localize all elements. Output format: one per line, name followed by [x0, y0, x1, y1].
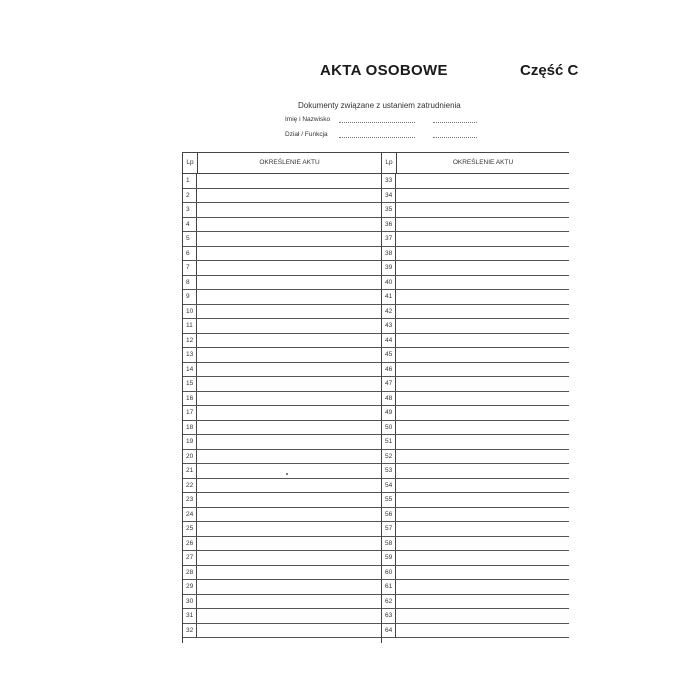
table-row: [183, 537, 381, 552]
row-description-cell[interactable]: [197, 537, 381, 551]
row-number: 50: [382, 421, 396, 435]
table-row: [183, 334, 381, 349]
row-description-cell[interactable]: [197, 595, 381, 609]
table-row: [183, 508, 381, 523]
row-number: 43: [382, 319, 396, 333]
row-description-cell[interactable]: [197, 377, 381, 391]
row-number: 18: [183, 421, 197, 435]
row-number: 51: [382, 435, 396, 449]
table-row: [183, 609, 381, 624]
row-number: 27: [183, 551, 197, 565]
row-description-cell[interactable]: [197, 609, 381, 623]
row-description-cell[interactable]: [197, 551, 381, 565]
row-number: 52: [382, 450, 396, 464]
table-row: [183, 522, 381, 537]
table-row: [183, 232, 381, 247]
row-number: 30: [183, 595, 197, 609]
row-description-cell[interactable]: [197, 290, 381, 304]
table-row: [382, 624, 569, 639]
row-description-cell[interactable]: [396, 508, 569, 522]
row-number: 23: [183, 493, 197, 507]
row-description-cell[interactable]: [197, 203, 381, 217]
table-row: [382, 232, 569, 247]
row-description-cell[interactable]: [396, 189, 569, 203]
row-description-cell[interactable]: [396, 537, 569, 551]
row-description-cell[interactable]: [396, 218, 569, 232]
row-description-cell[interactable]: [396, 377, 569, 391]
description-header: OKREŚLENIE AKTU: [259, 159, 320, 166]
row-number: 21: [183, 464, 197, 478]
row-number: 10: [183, 305, 197, 319]
table-row: [382, 305, 569, 320]
table-row: [382, 566, 569, 581]
row-description-cell[interactable]: [396, 595, 569, 609]
department-field-line-secondary: [433, 131, 477, 138]
row-number: 8: [183, 276, 197, 290]
lp-header: Lp: [183, 153, 198, 173]
table-row: [382, 247, 569, 262]
records-table: [182, 152, 569, 643]
row-number: 61: [382, 580, 396, 594]
department-field-line: [339, 131, 415, 138]
row-description-cell[interactable]: [197, 624, 381, 638]
document-title: AKTA OSOBOWE: [320, 62, 448, 79]
row-description-cell[interactable]: [396, 624, 569, 638]
row-number: 19: [183, 435, 197, 449]
table-row: [183, 203, 381, 218]
row-number: 41: [382, 290, 396, 304]
table-row: [183, 406, 381, 421]
row-number: 53: [382, 464, 396, 478]
row-description-cell[interactable]: [197, 435, 381, 449]
table-row: [183, 435, 381, 450]
table-row: [382, 551, 569, 566]
table-row: [382, 218, 569, 233]
row-description-cell[interactable]: [396, 290, 569, 304]
table-row: [382, 609, 569, 624]
row-description-cell[interactable]: [197, 493, 381, 507]
table-column-right: [382, 153, 569, 643]
row-description-cell[interactable]: [396, 305, 569, 319]
row-number: 55: [382, 493, 396, 507]
row-description-cell[interactable]: [197, 232, 381, 246]
row-number: 1: [183, 174, 197, 188]
table-row: [183, 566, 381, 581]
table-row: [183, 218, 381, 233]
table-row: [183, 551, 381, 566]
row-number: 56: [382, 508, 396, 522]
row-number: 54: [382, 479, 396, 493]
row-number: 59: [382, 551, 396, 565]
name-field-label: Imię i Nazwisko: [285, 116, 331, 123]
table-row: [382, 450, 569, 465]
row-number: 40: [382, 276, 396, 290]
row-description-cell[interactable]: [396, 203, 569, 217]
table-row: [183, 450, 381, 465]
row-description-cell[interactable]: [396, 493, 569, 507]
row-description-cell[interactable]: [396, 609, 569, 623]
table-row: [183, 595, 381, 610]
table-row: [183, 189, 381, 204]
row-description-cell[interactable]: [197, 218, 381, 232]
lp-header: Lp: [382, 153, 397, 173]
row-number: 7: [183, 261, 197, 275]
row-number: 12: [183, 334, 197, 348]
row-number: 13: [183, 348, 197, 362]
row-number: 64: [382, 624, 396, 638]
row-description-cell[interactable]: [197, 479, 381, 493]
row-number: 9: [183, 290, 197, 304]
row-number: 33: [382, 174, 396, 188]
table-row: [382, 174, 569, 189]
row-description-cell[interactable]: [396, 348, 569, 362]
row-number: 6: [183, 247, 197, 261]
row-number: 14: [183, 363, 197, 377]
row-description-cell[interactable]: [396, 421, 569, 435]
description-header: OKREŚLENIE AKTU: [452, 159, 514, 166]
row-description-cell[interactable]: [396, 247, 569, 261]
row-number: 28: [183, 566, 197, 580]
row-description-cell[interactable]: [197, 189, 381, 203]
row-number: 5: [183, 232, 197, 246]
row-number: 11: [183, 319, 197, 333]
right-rows: [382, 174, 569, 638]
table-row: [183, 464, 381, 479]
table-row: [382, 261, 569, 276]
row-number: 45: [382, 348, 396, 362]
table-row: [183, 479, 381, 494]
row-description-cell[interactable]: [396, 450, 569, 464]
row-description-cell[interactable]: [197, 522, 381, 536]
row-number: 49: [382, 406, 396, 420]
department-field-label: Dział / Funkcja: [285, 131, 328, 138]
name-field-line-secondary: [433, 116, 477, 123]
row-description-cell[interactable]: [197, 580, 381, 594]
table-header: [183, 153, 381, 174]
row-number: 34: [382, 189, 396, 203]
table-row: [183, 261, 381, 276]
row-description-cell[interactable]: [197, 348, 381, 362]
row-number: 42: [382, 305, 396, 319]
table-row: [382, 479, 569, 494]
row-number: 36: [382, 218, 396, 232]
table-row: [382, 421, 569, 436]
table-row: [382, 334, 569, 349]
row-description-cell[interactable]: [396, 551, 569, 565]
table-row: [183, 290, 381, 305]
row-description-cell[interactable]: [197, 305, 381, 319]
row-description-cell[interactable]: [197, 464, 381, 478]
table-row: [382, 363, 569, 378]
row-number: 63: [382, 609, 396, 623]
table-row: [382, 522, 569, 537]
row-number: 44: [382, 334, 396, 348]
table-row: [382, 290, 569, 305]
row-description-cell[interactable]: [197, 276, 381, 290]
row-description-cell[interactable]: [396, 479, 569, 493]
row-number: 3: [183, 203, 197, 217]
table-header: [382, 153, 569, 174]
row-number: 57: [382, 522, 396, 536]
row-description-cell[interactable]: [396, 580, 569, 594]
row-description-cell[interactable]: [197, 334, 381, 348]
row-number: 38: [382, 247, 396, 261]
row-description-cell[interactable]: [396, 522, 569, 536]
row-number: 35: [382, 203, 396, 217]
row-number: 48: [382, 392, 396, 406]
row-number: 24: [183, 508, 197, 522]
table-row: [382, 595, 569, 610]
row-description-cell[interactable]: [396, 334, 569, 348]
row-description-cell[interactable]: [197, 319, 381, 333]
row-number: 47: [382, 377, 396, 391]
row-number: 60: [382, 566, 396, 580]
row-number: 17: [183, 406, 197, 420]
row-number: 22: [183, 479, 197, 493]
row-description-cell[interactable]: [197, 566, 381, 580]
row-description-cell[interactable]: [396, 406, 569, 420]
table-row: [183, 580, 381, 595]
row-number: 46: [382, 363, 396, 377]
table-row: [183, 377, 381, 392]
row-description-cell[interactable]: [197, 392, 381, 406]
row-description-cell[interactable]: [197, 421, 381, 435]
row-description-cell[interactable]: [396, 319, 569, 333]
row-description-cell[interactable]: [197, 174, 381, 188]
row-description-cell[interactable]: [396, 363, 569, 377]
table-row: [183, 421, 381, 436]
table-row: [382, 464, 569, 479]
row-number: 39: [382, 261, 396, 275]
row-number: 31: [183, 609, 197, 623]
ink-dot: [286, 473, 288, 475]
table-row: [382, 189, 569, 204]
row-number: 4: [183, 218, 197, 232]
row-description-cell[interactable]: [197, 450, 381, 464]
table-row: [382, 319, 569, 334]
table-row: [382, 406, 569, 421]
name-field-line: [339, 116, 415, 123]
row-number: 32: [183, 624, 197, 638]
row-description-cell[interactable]: [396, 392, 569, 406]
row-description-cell[interactable]: [197, 406, 381, 420]
row-number: 20: [183, 450, 197, 464]
table-row: [183, 348, 381, 363]
table-row: [382, 435, 569, 450]
table-row: [382, 537, 569, 552]
table-row: [183, 247, 381, 262]
department-field-row: [285, 131, 477, 138]
row-description-cell[interactable]: [396, 232, 569, 246]
row-number: 37: [382, 232, 396, 246]
row-description-cell[interactable]: [396, 435, 569, 449]
row-number: 62: [382, 595, 396, 609]
table-row: [183, 363, 381, 378]
table-row: [382, 377, 569, 392]
name-field-row: [285, 116, 477, 123]
table-row: [183, 276, 381, 291]
row-number: 16: [183, 392, 197, 406]
row-number: 2: [183, 189, 197, 203]
table-row: [183, 319, 381, 334]
row-description-cell[interactable]: [396, 464, 569, 478]
table-row: [382, 493, 569, 508]
row-description-cell[interactable]: [197, 247, 381, 261]
row-number: 15: [183, 377, 197, 391]
document-part: Część C: [520, 62, 579, 79]
row-description-cell[interactable]: [197, 261, 381, 275]
table-row: [382, 392, 569, 407]
row-description-cell[interactable]: [396, 566, 569, 580]
table-row: [382, 203, 569, 218]
row-number: 25: [183, 522, 197, 536]
row-description-cell[interactable]: [396, 174, 569, 188]
table-row: [183, 174, 381, 189]
left-rows: [183, 174, 381, 638]
table-row: [382, 508, 569, 523]
row-description-cell[interactable]: [396, 261, 569, 275]
document-subtitle: Dokumenty związane z ustaniem zatrudnienia: [298, 101, 461, 110]
table-column-left: [183, 153, 382, 643]
table-row: [183, 493, 381, 508]
row-number: 58: [382, 537, 396, 551]
row-number: 29: [183, 580, 197, 594]
table-row: [382, 276, 569, 291]
table-row: [183, 624, 381, 639]
row-description-cell[interactable]: [197, 508, 381, 522]
row-description-cell[interactable]: [396, 276, 569, 290]
row-description-cell[interactable]: [197, 363, 381, 377]
table-row: [183, 392, 381, 407]
table-row: [382, 348, 569, 363]
table-row: [183, 305, 381, 320]
table-row: [382, 580, 569, 595]
row-number: 26: [183, 537, 197, 551]
